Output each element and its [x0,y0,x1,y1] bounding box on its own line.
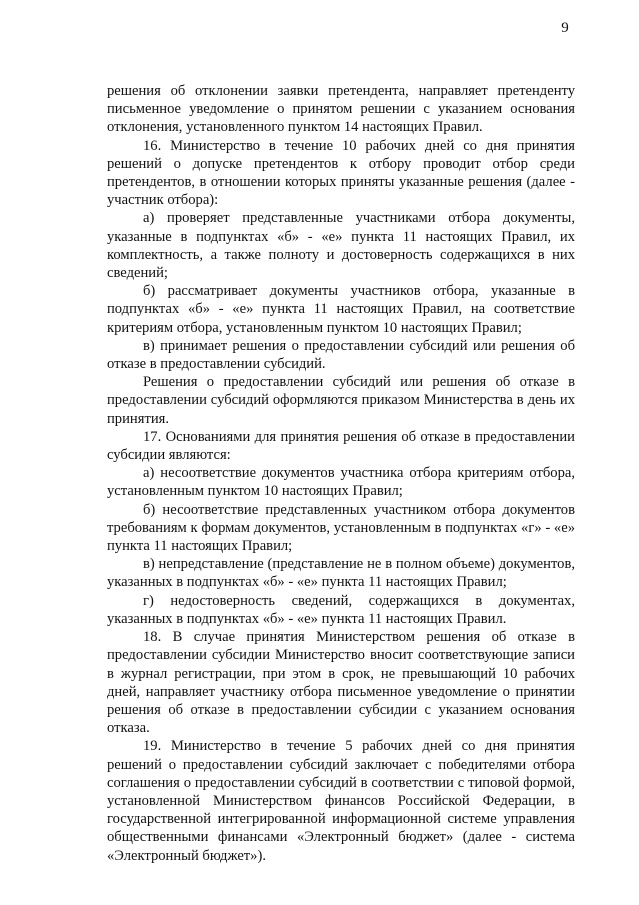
document-body [107,82,575,865]
subitem-17b: б) несоответствие представленных участником отбора документов требованиям к формам документов, установленным в подпунктах «г» - «е» пункта 11 настоящих Правил; [107,501,575,555]
paragraph-continuation: решения об отклонении заявки претендента, направляет претенденту письменное уведомление о принятом решении с указанием основания отклонения, установленного пунктом 14 настоящих Правил. [107,83,575,136]
subitem-17g: г) недостоверность сведений, содержащихся в документах, указанных в подпунктах «б» - «е» пункта 11 настоящих Правил. [107,592,575,627]
subitem-17a: а) несоответствие документов участника отбора критериям отбора, установленным пунктом 10 настоящих Правил; [107,465,575,500]
subitem-17v: в) непредставление (представление не в полном объеме) документов, указанных в подпунктах «б» - «е» пункта 11 настоящих Правил; [107,556,575,591]
subitem-16v: в) принимает решения о предоставлении субсидий или решения об отказе в предоставлении субсидий. [107,337,575,373]
page-number: 9 [561,20,569,36]
subitem-16b: б) рассматривает документы участников отбора, указанные в подпунктах «б» - «е» пункта 11 настоящих Правил, на соответствие критериям отбора, установленным пунктом 10 настоящих Правил; [107,283,575,336]
paragraph-decisions: Решения о предоставлении субсидий или решения об отказе в предоставлении субсидий оформляются приказом Министерства в день их принятия. [107,374,575,427]
paragraph-item-18: 18. В случае принятия Министерством решения об отказе в предоставлении субсидии Министерство вносит соответствующие записи в журнал регистрации, при этом в срок, не превышающий 10 рабочих дней, направляет участнику отбора письменное уведомление о принятии решения об отказе в предоставлении субсидии с указанием основания отказа. [107,629,575,737]
paragraph-item-19: 19. Министерство в течение 5 рабочих дней со дня принятия решений о предоставлении субсидий заключает с победителями отбора соглашения о предоставлении субсидий в соответствии с типовой формой, установленной Министерством финансов Российской Федерации, в государственной интегрированной информационной системе управления общественными финансами «Электронный бюджет» (далее - система «Электронный бюджет»). [107,738,575,864]
paragraph-item-17: 17. Основаниями для принятия решения об отказе в предоставлении субсидии являются: [107,428,575,464]
paragraph-item-16: 16. Министерство в течение 10 рабочих дней со дня принятия решений о допуске претендентов к отбору проводит отбор среди претендентов, в отношении которых приняты указанные решения (далее - участник отбора): [107,137,575,209]
subitem-16a: а) проверяет представленные участниками отбора документы, указанные в подпунктах «б» - «е» пункта 11 настоящих Правил, их комплектность, а также полноту и достоверность содержащихся в них сведений; [107,210,575,282]
